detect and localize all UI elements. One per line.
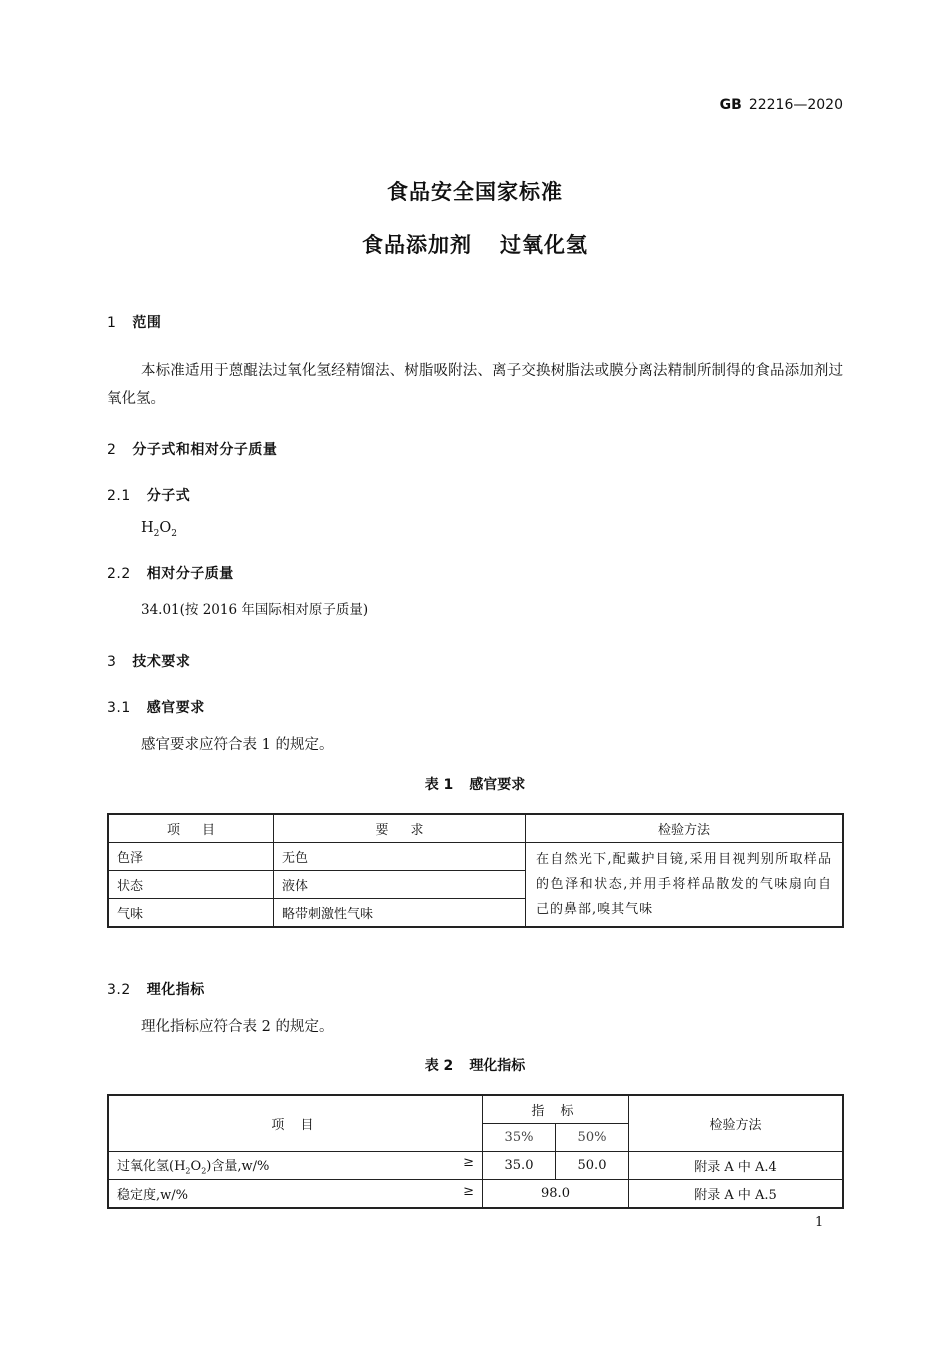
formula-sub-2: 2	[171, 528, 178, 539]
molecular-mass: 34.01(按 2016 年国际相对原子质量)	[141, 602, 369, 618]
cell-requirement: 无色	[274, 843, 526, 871]
header-50: 50%	[556, 1124, 629, 1152]
section-title: 分子式和相对分子质量	[132, 442, 278, 458]
subtitle-part-2: 过氧化氢	[500, 233, 588, 257]
header-requirement: 要求	[274, 814, 526, 843]
standard-code	[720, 97, 843, 113]
physicochemical-table	[107, 1094, 844, 1209]
section-heading-3	[107, 651, 190, 671]
table-number: 表 2	[424, 1058, 454, 1074]
header-method: 检验方法	[526, 814, 844, 843]
section-heading-2-1	[107, 485, 190, 505]
sensory-requirement-text: 感官要求应符合表 1 的规定。	[141, 737, 334, 753]
subtitle-part-1: 食品添加剂	[362, 233, 472, 257]
table-row	[108, 1180, 843, 1209]
header-item: 项 目	[108, 1095, 483, 1152]
table-row	[108, 843, 843, 871]
section-heading-3-2	[107, 979, 205, 999]
cell-value-50: 50.0	[556, 1152, 629, 1180]
section-title: 范围	[132, 315, 162, 331]
table-row	[108, 1152, 843, 1180]
table-2-caption	[0, 1055, 950, 1075]
header-35: 35%	[483, 1124, 556, 1152]
cell-item	[108, 1180, 483, 1209]
cell-requirement: 略带刺激性气味	[274, 899, 526, 928]
sensory-table	[107, 813, 844, 928]
page-number: 1	[815, 1215, 824, 1230]
cell-item: 气味	[108, 899, 274, 928]
section-number: 2.1	[107, 488, 131, 504]
section-title: 理化指标	[146, 982, 205, 998]
table-title: 感官要求	[469, 777, 526, 793]
formula-h: H	[141, 520, 154, 536]
cell-value: 98.0	[483, 1180, 629, 1209]
section-number: 2	[107, 442, 117, 458]
table-header-row	[108, 1095, 843, 1124]
section-title: 分子式	[146, 488, 191, 504]
ge-symbol: ≥	[463, 1184, 474, 1199]
section-number: 3.1	[107, 700, 131, 716]
item-text: 过氧化氢(H	[117, 1159, 186, 1175]
section-heading-2-2	[107, 563, 234, 583]
header-index: 指 标	[483, 1095, 629, 1124]
cell-method: 在自然光下,配戴护目镜,采用目视判别所取样品的色泽和状态,并用手将样品散发的气味扇向自己的鼻部,嗅其气味	[526, 843, 844, 928]
section-heading-3-1	[107, 697, 205, 717]
cell-item	[108, 1152, 483, 1180]
item-text: 稳定度,w/%	[117, 1188, 188, 1203]
item-text: O	[190, 1159, 202, 1175]
document-title: 食品安全国家标准	[387, 180, 563, 204]
section-number: 2.2	[107, 566, 131, 582]
physicochemical-text: 理化指标应符合表 2 的规定。	[141, 1019, 334, 1035]
standard-prefix: GB	[719, 97, 742, 113]
cell-requirement: 液体	[274, 871, 526, 899]
header-method: 检验方法	[629, 1095, 844, 1152]
scope-paragraph: 本标准适用于蒽醌法过氧化氢经精馏法、树脂吸附法、离子交换树脂法或膜分离法精制所制得的食品添加剂过氧化氢。	[107, 363, 843, 407]
table-title: 理化指标	[469, 1058, 526, 1074]
cell-method: 附录 A 中 A.5	[629, 1180, 844, 1209]
header-item: 项目	[108, 814, 274, 843]
cell-value-35: 35.0	[483, 1152, 556, 1180]
item-sub: 2	[185, 1166, 191, 1176]
item-text: )含量,w/%	[206, 1159, 270, 1175]
cell-method: 附录 A 中 A.4	[629, 1152, 844, 1180]
section-heading-1	[107, 312, 161, 332]
cell-item: 状态	[108, 871, 274, 899]
molecular-formula	[141, 520, 177, 539]
formula-o: O	[159, 520, 172, 536]
table-1-caption	[0, 774, 950, 794]
section-number: 1	[107, 315, 117, 331]
document-subtitle	[0, 229, 950, 259]
table-header-row	[108, 814, 843, 843]
item-sub: 2	[201, 1166, 207, 1176]
standard-number: 22216—2020	[748, 97, 843, 113]
section-number: 3.2	[107, 982, 131, 998]
cell-item: 色泽	[108, 843, 274, 871]
section-title: 技术要求	[132, 654, 191, 670]
formula-sub-1: 2	[153, 528, 160, 539]
section-number: 3	[107, 654, 117, 670]
section-title: 相对分子质量	[146, 566, 234, 582]
section-heading-2	[107, 439, 277, 459]
section-title: 感官要求	[146, 700, 205, 716]
table-number: 表 1	[424, 777, 454, 793]
ge-symbol: ≥	[463, 1155, 474, 1171]
